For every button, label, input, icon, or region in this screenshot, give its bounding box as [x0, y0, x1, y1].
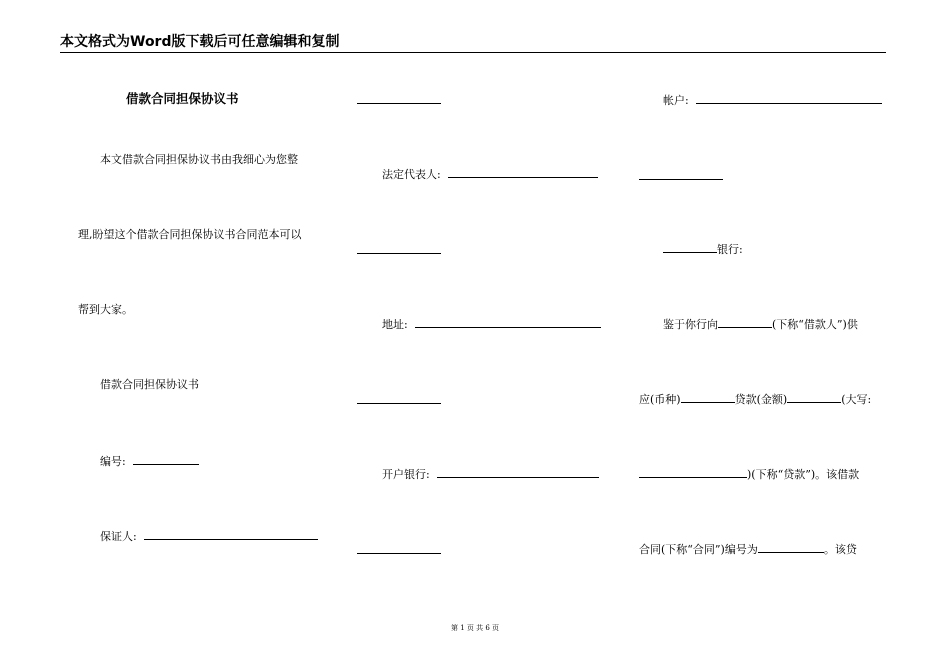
guarantor-label: 保证人: [100, 530, 137, 543]
amount-blank [787, 391, 841, 403]
para-text: (下称“借款人”)供 [772, 318, 858, 331]
bank-suffix: 银行: [717, 243, 743, 256]
para-line-4 [639, 541, 857, 557]
legal-rep-field [382, 166, 598, 182]
contract-number-blank [758, 541, 824, 553]
blank-line [357, 403, 441, 404]
contract-subtitle: 借款合同担保协议书 [100, 378, 199, 391]
para-text: 应(币种) [639, 393, 681, 406]
bank-name-field [663, 241, 743, 257]
para-text: 合同(下称“合同”)编号为 [639, 543, 758, 556]
para-line-1 [663, 316, 858, 332]
borrower-blank [718, 316, 772, 328]
page-footer: 第 1 页 共 6 页 [450, 624, 500, 632]
para-text: (大写: [841, 393, 872, 406]
address-label: 地址: [382, 318, 408, 331]
number-label: 编号: [100, 455, 126, 468]
amount-words-blank [639, 466, 747, 478]
account-field [663, 92, 882, 108]
legal-rep-label: 法定代表人: [382, 168, 441, 181]
header-rule [60, 52, 886, 53]
number-blank [133, 453, 199, 465]
blank-line [357, 553, 441, 554]
legal-rep-blank [448, 166, 598, 178]
bank-field [382, 466, 599, 482]
blank-line [357, 253, 441, 254]
intro-line-3: 帮到大家。 [78, 303, 133, 316]
para-line-2 [639, 391, 871, 407]
number-field [100, 453, 199, 469]
blank-line [357, 103, 441, 104]
para-line-3 [639, 466, 859, 482]
intro-line-2: 理,盼望这个借款合同担保协议书合同范本可以 [78, 228, 302, 241]
para-text: )(下称“贷款”)。该借款 [747, 468, 860, 481]
intro-line-1: 本文借款合同担保协议书由我细心为您整 [100, 153, 298, 166]
para-text: 贷款(金额) [734, 393, 788, 406]
guarantor-blank [144, 528, 318, 540]
bank-label: 开户银行: [382, 468, 430, 481]
address-field [382, 316, 601, 332]
blank-line [639, 179, 723, 180]
address-blank [415, 316, 601, 328]
document-title: 借款合同担保协议书 [126, 91, 239, 106]
para-text: 鉴于你行向 [663, 318, 718, 331]
para-text: 。该贷 [823, 543, 857, 556]
currency-blank [681, 391, 735, 403]
account-label: 帐户: [663, 94, 689, 107]
bank-blank [437, 466, 599, 478]
account-blank [696, 92, 882, 104]
bank-name-blank [663, 241, 717, 253]
document-header: 本文格式为Word版下载后可任意编辑和复制 [60, 34, 340, 50]
guarantor-field [100, 528, 318, 544]
